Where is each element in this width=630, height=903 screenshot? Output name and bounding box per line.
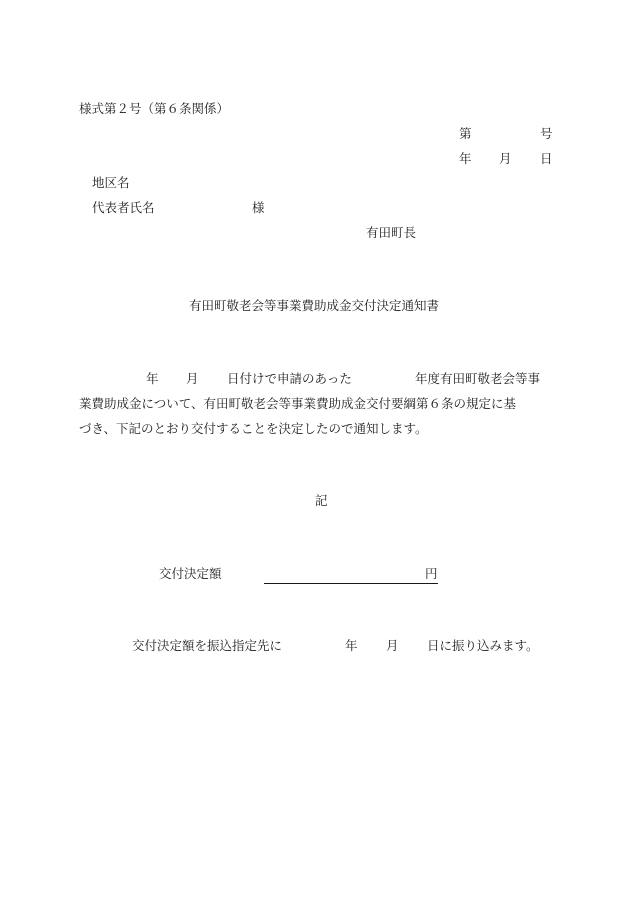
body-fiscal-text: 年度有田町敬老会等事 (415, 371, 541, 386)
doc-number-suffix: 号 (540, 126, 553, 141)
district-label: 地区名 (92, 175, 130, 190)
body-month: 月 (186, 371, 199, 386)
representative-label: 代表者氏名 (92, 200, 155, 215)
date-day: 日 (540, 151, 553, 166)
transfer-text-before: 交付決定額を振込指定先に (132, 638, 283, 653)
body-line-2: 業費助成金について、有田町敬老会等事業費助成金交付要綱第６条の規定に基 (79, 396, 517, 411)
date-year: 年 (459, 151, 472, 166)
transfer-month: 月 (386, 638, 399, 653)
transfer-text-after: 日に振り込みます。 (427, 638, 539, 653)
transfer-year: 年 (345, 638, 358, 653)
grant-unit: 円 (425, 568, 438, 584)
ki-heading: 記 (315, 493, 328, 508)
document-title: 有田町敬老会等事業費助成金交付決定通知書 (189, 298, 440, 313)
body-year: 年 (146, 371, 159, 386)
doc-number-prefix: 第 (459, 126, 472, 141)
grant-amount-blank (264, 568, 426, 584)
issuer: 有田町長 (366, 225, 417, 240)
body-line-3: づき、下記のとおり交付することを決定したので通知します。 (79, 421, 428, 436)
form-header: 様式第２号（第６条関係） (79, 101, 230, 116)
body-day-text: 日付けで申請のあった (227, 371, 352, 386)
grant-label: 交付決定額 (159, 566, 222, 581)
honorific: 様 (252, 200, 265, 215)
date-month: 月 (499, 151, 512, 166)
